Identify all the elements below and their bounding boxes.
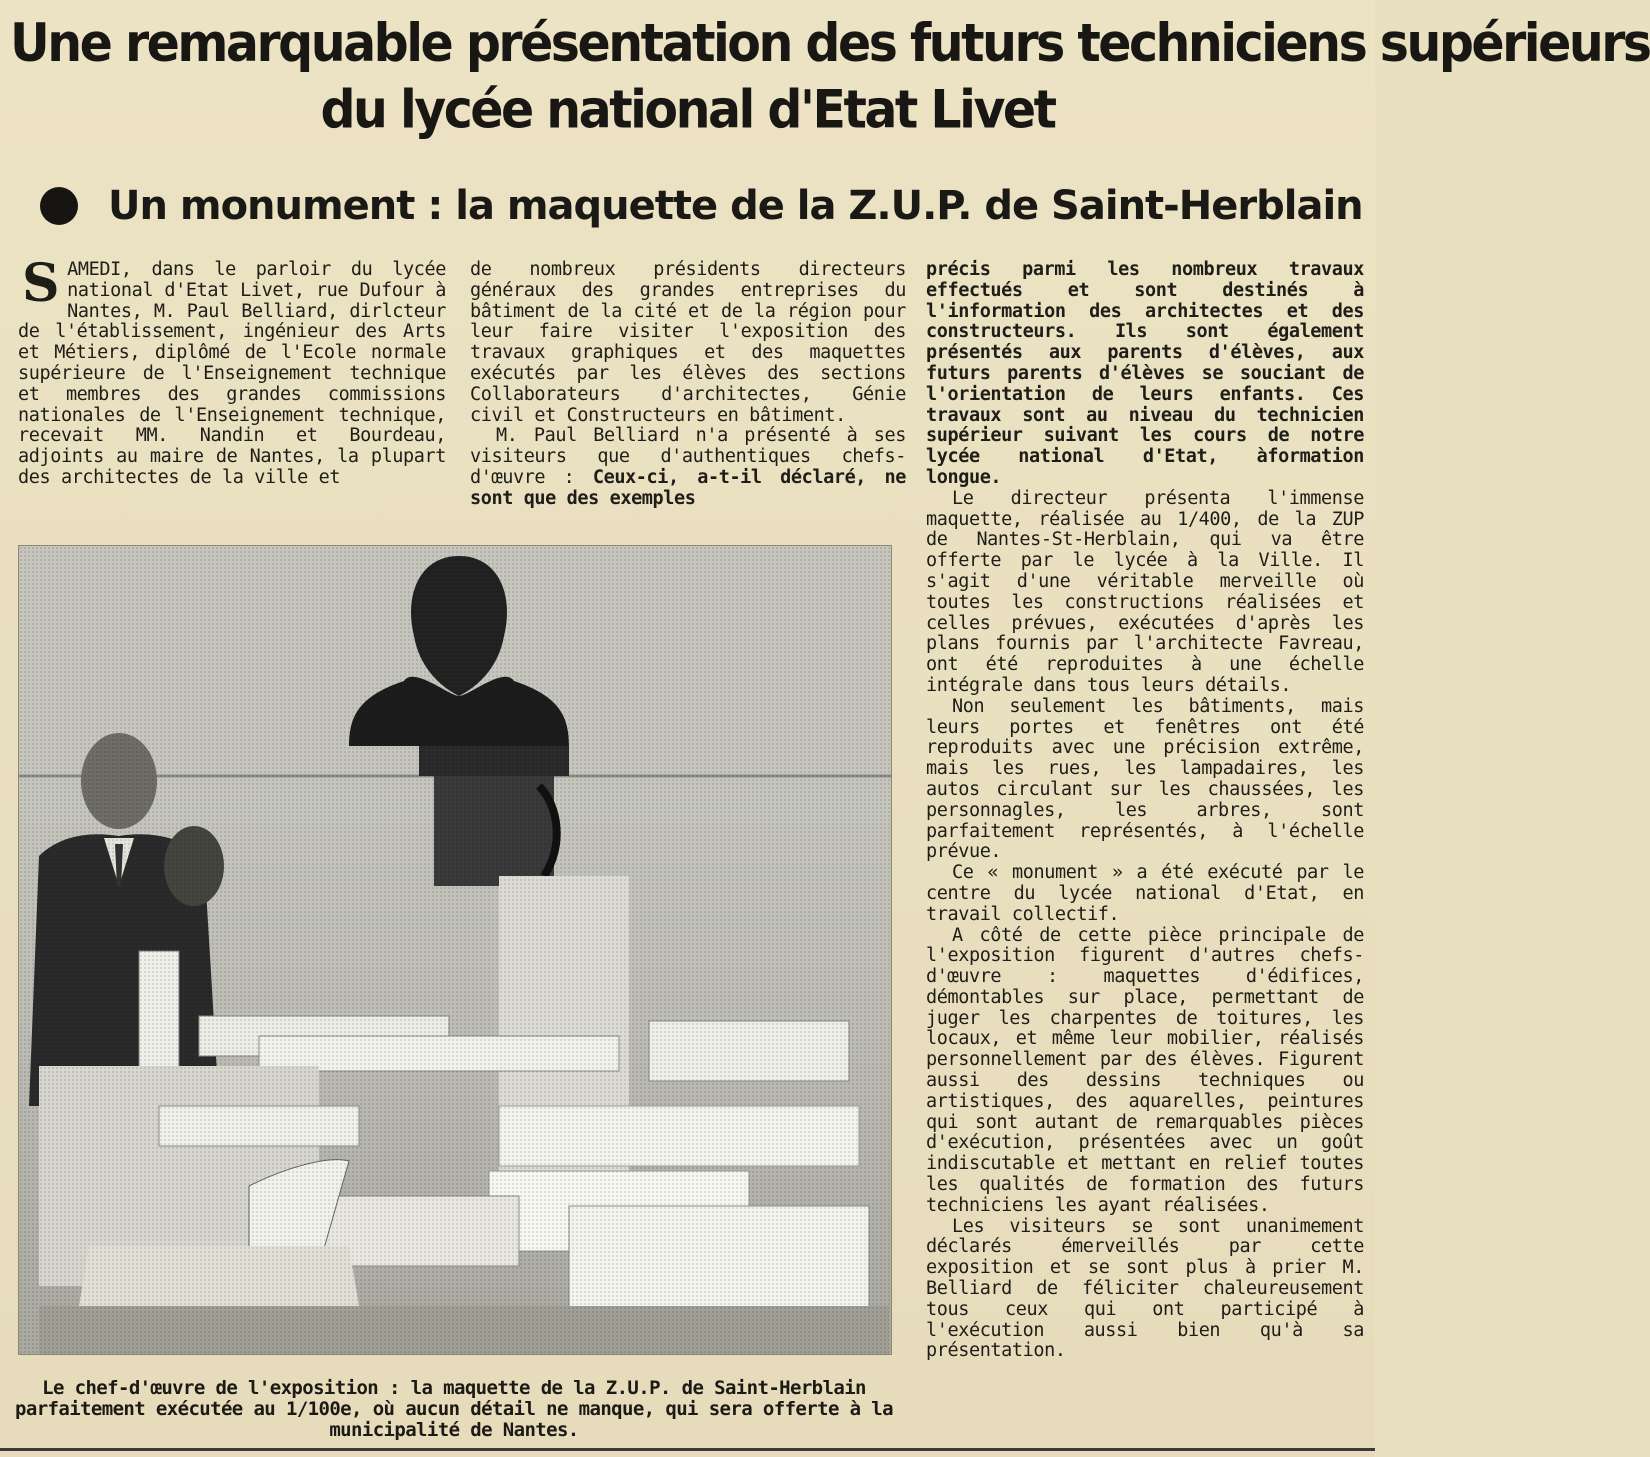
bottom-rule xyxy=(0,1448,1375,1451)
column-3-paragraph-5: A côté de cette pièce principale de l'exposition figurent d'autres chefs-d'œuvre : maquettes d'édifices, démontables sur place, permettant de juger les charpentes de toitures, les locaux, et même leur mobilier, réalisés personnellement par des élèves. Figurent aussi des dessins techniques ou artistiques, des aquarelles, peintures qui sont autant de remarquables pièces d'exécution, présentées avec un goût indiscutable et mettant en relief toutes les qualités de formation des futurs techniciens les ayant réalisées. xyxy=(926,924,1364,1216)
column-3-paragraph-3: Non seulement les bâtiments, mais leurs portes et fenêtres ont été reproduits avec une précision extrême, mais les rues, les lampadaires, les autos circulant sur les chaussées, les personnagles, les arbres, sont parfaitement représentés, à l'échelle prévue. xyxy=(926,695,1364,863)
headline-line-2: du lycée national d'Etat Livet xyxy=(320,79,1055,141)
column-2-paragraph-1: de nombreux présidents directeurs généraux des grandes entreprises du bâtiment de la cité et de la région pour leur faire visiter l'exposition des travaux graphiques et des maquettes exécutés par les élèves des sections Collaborateurs d'architectes, Génie civil et Constructeurs en bâtiment. xyxy=(470,259,906,426)
headline xyxy=(10,10,1650,144)
column-2-paragraph-2-text: M. Paul Belliard n'a présenté à ses visiteurs que d'authentiques chefs-d'œuvre : xyxy=(470,425,906,488)
column-3-paragraph-2: Le directeur présenta l'immense maquette, réalisée au 1/400, de la ZUP de Nantes-St-Herblain, qui va être offerte par le lycée à la Ville. Il s'agit d'une véritable merveille où toutes les constructions réalisées et celles prévues, exécutées d'après les plans fournis par l'architecte Favreau, ont été reproduites à une échelle intégrale dans tous leurs détails. xyxy=(926,487,1364,696)
column-1-text: AMEDI, dans le parloir du lycée national d'Etat Livet, rue Dufour à Nantes, M. Paul Belliard, dirlcteur de l'établissement, ingénieur des Arts et Métiers, diplômé de l'Ecole normale supérieure de l'Enseignement technique et membres des grandes commissions nationales de l'Enseignement technique, recevait MM. Nandin et Bourdeau, adjoints au maire de Nantes, la plupart des architectes de la ville et xyxy=(18,259,446,488)
quote-text: Ceux-ci, a-t-il déclaré, ne sont que des exemples xyxy=(470,466,906,509)
article-column-3 xyxy=(926,260,1364,1362)
bullet-icon xyxy=(40,187,78,225)
subheadline-text: Un monument : la maquette de la Z.U.P. de Saint-Herblain xyxy=(108,183,1363,229)
drop-cap: S xyxy=(22,253,60,314)
column-2-paragraph-2 xyxy=(470,426,906,509)
column-3-paragraph-1: précis parmi les nombreux travaux effectués et sont destinés à l'information des architectes et des constructeurs. Ils sont également présentés aux parents d'élèves, aux futurs parents d'élèves se souciant de l'orientation de leurs enfants. Ces travaux sont au niveau du technicien supérieur suivant les cours de notre lycée national d'Etat, àformation longue. xyxy=(926,259,1364,488)
subheadline xyxy=(40,176,1363,236)
photo-caption: Le chef-d'œuvre de l'exposition : la maquette de la Z.U.P. de Saint-Herblain parfaitement exécutée au 1/100e, où aucun détail ne manque, qui sera offerte à la municipalité de Nantes. xyxy=(15,1377,893,1441)
column-3-paragraph-4: Ce « monument » a été exécuté par le centre du lycée national d'Etat, en travail collectif. xyxy=(926,862,1364,925)
headline-line-1: Une remarquable présentation des futurs techniciens supérieurs xyxy=(10,12,1650,74)
photo-illustration xyxy=(19,546,891,1354)
article-column-2 xyxy=(470,260,906,510)
article-photo xyxy=(18,545,892,1355)
article-column-1 xyxy=(18,253,446,489)
column-1-paragraph xyxy=(18,253,446,489)
column-3-paragraph-6: Les visiteurs se sont unanimement déclarés émerveillés par cette exposition et se sont plus à prier M. Belliard de féliciter chaleureusement tous ceux qui ont participé à l'exécution aussi bien qu'à sa présentation. xyxy=(926,1215,1364,1362)
